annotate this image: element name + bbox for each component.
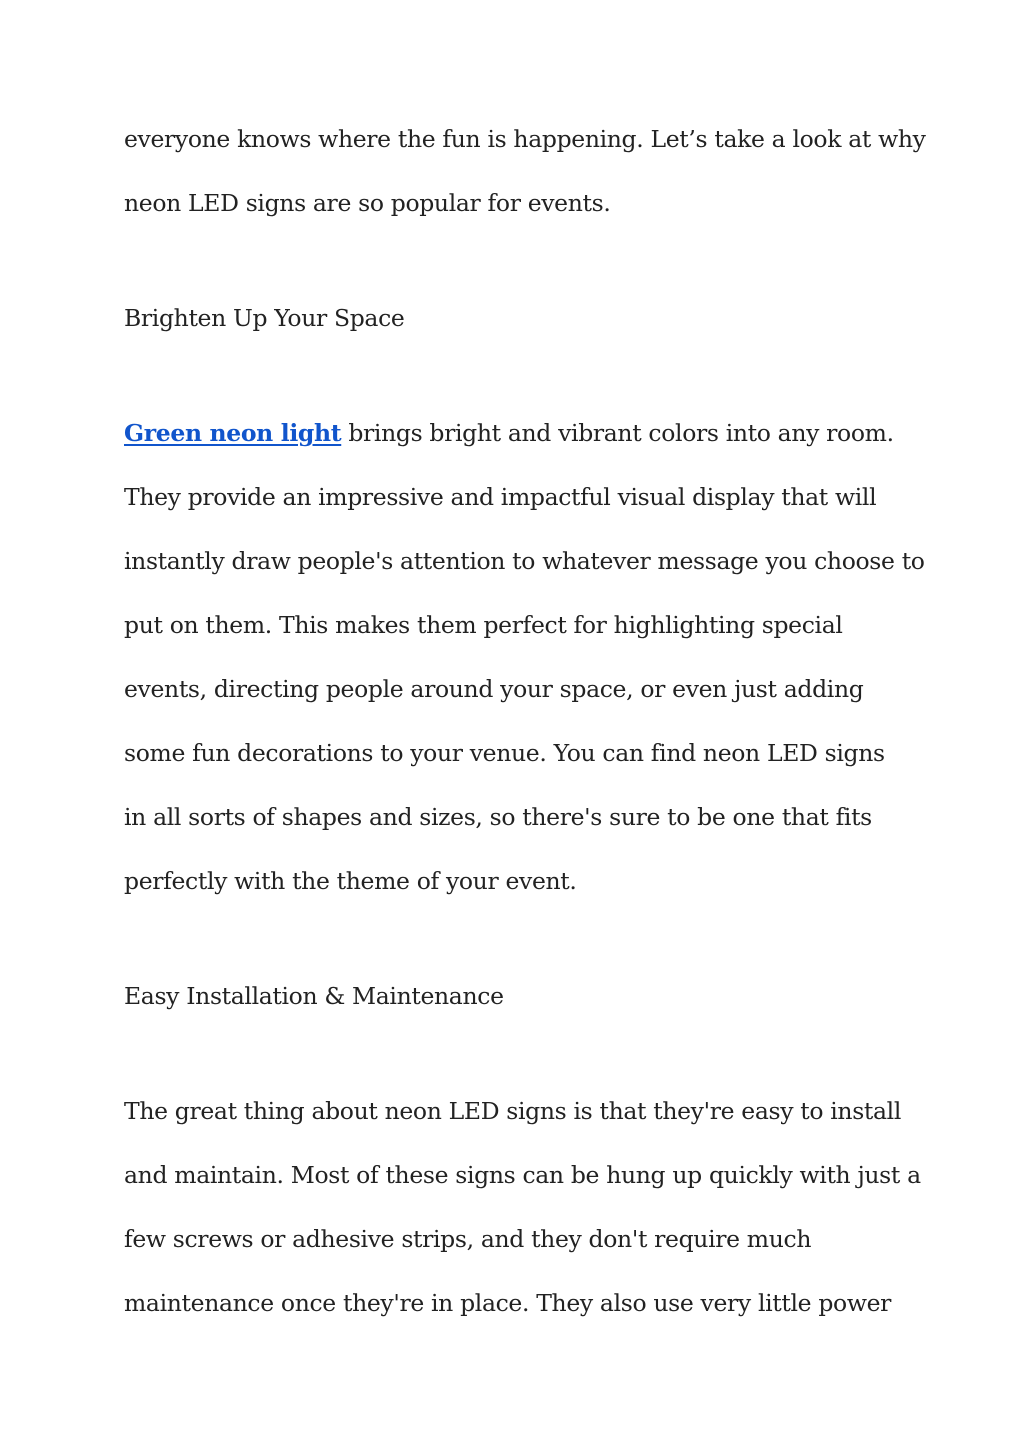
paragraph-2-line-4: maintenance once they're in place. They also use very little power <box>124 1289 892 1317</box>
green-neon-light-link[interactable]: Green neon light <box>124 419 342 447</box>
section-heading-installation: Easy Installation & Maintenance <box>124 982 504 1010</box>
paragraph-1-line-1-text: brings bright and vibrant colors into any room. <box>341 419 894 447</box>
paragraph-2-line-2: and maintain. Most of these signs can be hung up quickly with just a <box>124 1161 921 1189</box>
paragraph-1-line-6: some fun decorations to your venue. You can find neon LED signs <box>124 739 885 767</box>
intro-line-1: everyone knows where the fun is happening. Let’s take a look at why <box>124 125 926 153</box>
paragraph-1-line-5: events, directing people around your space, or even just adding <box>124 675 864 703</box>
paragraph-2-line-1: The great thing about neon LED signs is that they're easy to install <box>124 1097 902 1125</box>
paragraph-1-line-7: in all sorts of shapes and sizes, so there's sure to be one that fits <box>124 803 872 831</box>
intro-line-2: neon LED signs are so popular for events. <box>124 189 611 217</box>
paragraph-2-line-3: few screws or adhesive strips, and they don't require much <box>124 1225 812 1253</box>
section-heading-brighten: Brighten Up Your Space <box>124 304 405 332</box>
paragraph-1-line-1 <box>124 418 894 448</box>
paragraph-1-line-8: perfectly with the theme of your event. <box>124 867 577 895</box>
paragraph-1-line-4: put on them. This makes them perfect for highlighting special <box>124 611 843 639</box>
paragraph-1-line-3: instantly draw people's attention to whatever message you choose to <box>124 547 925 575</box>
paragraph-1-line-2: They provide an impressive and impactful visual display that will <box>124 483 877 511</box>
